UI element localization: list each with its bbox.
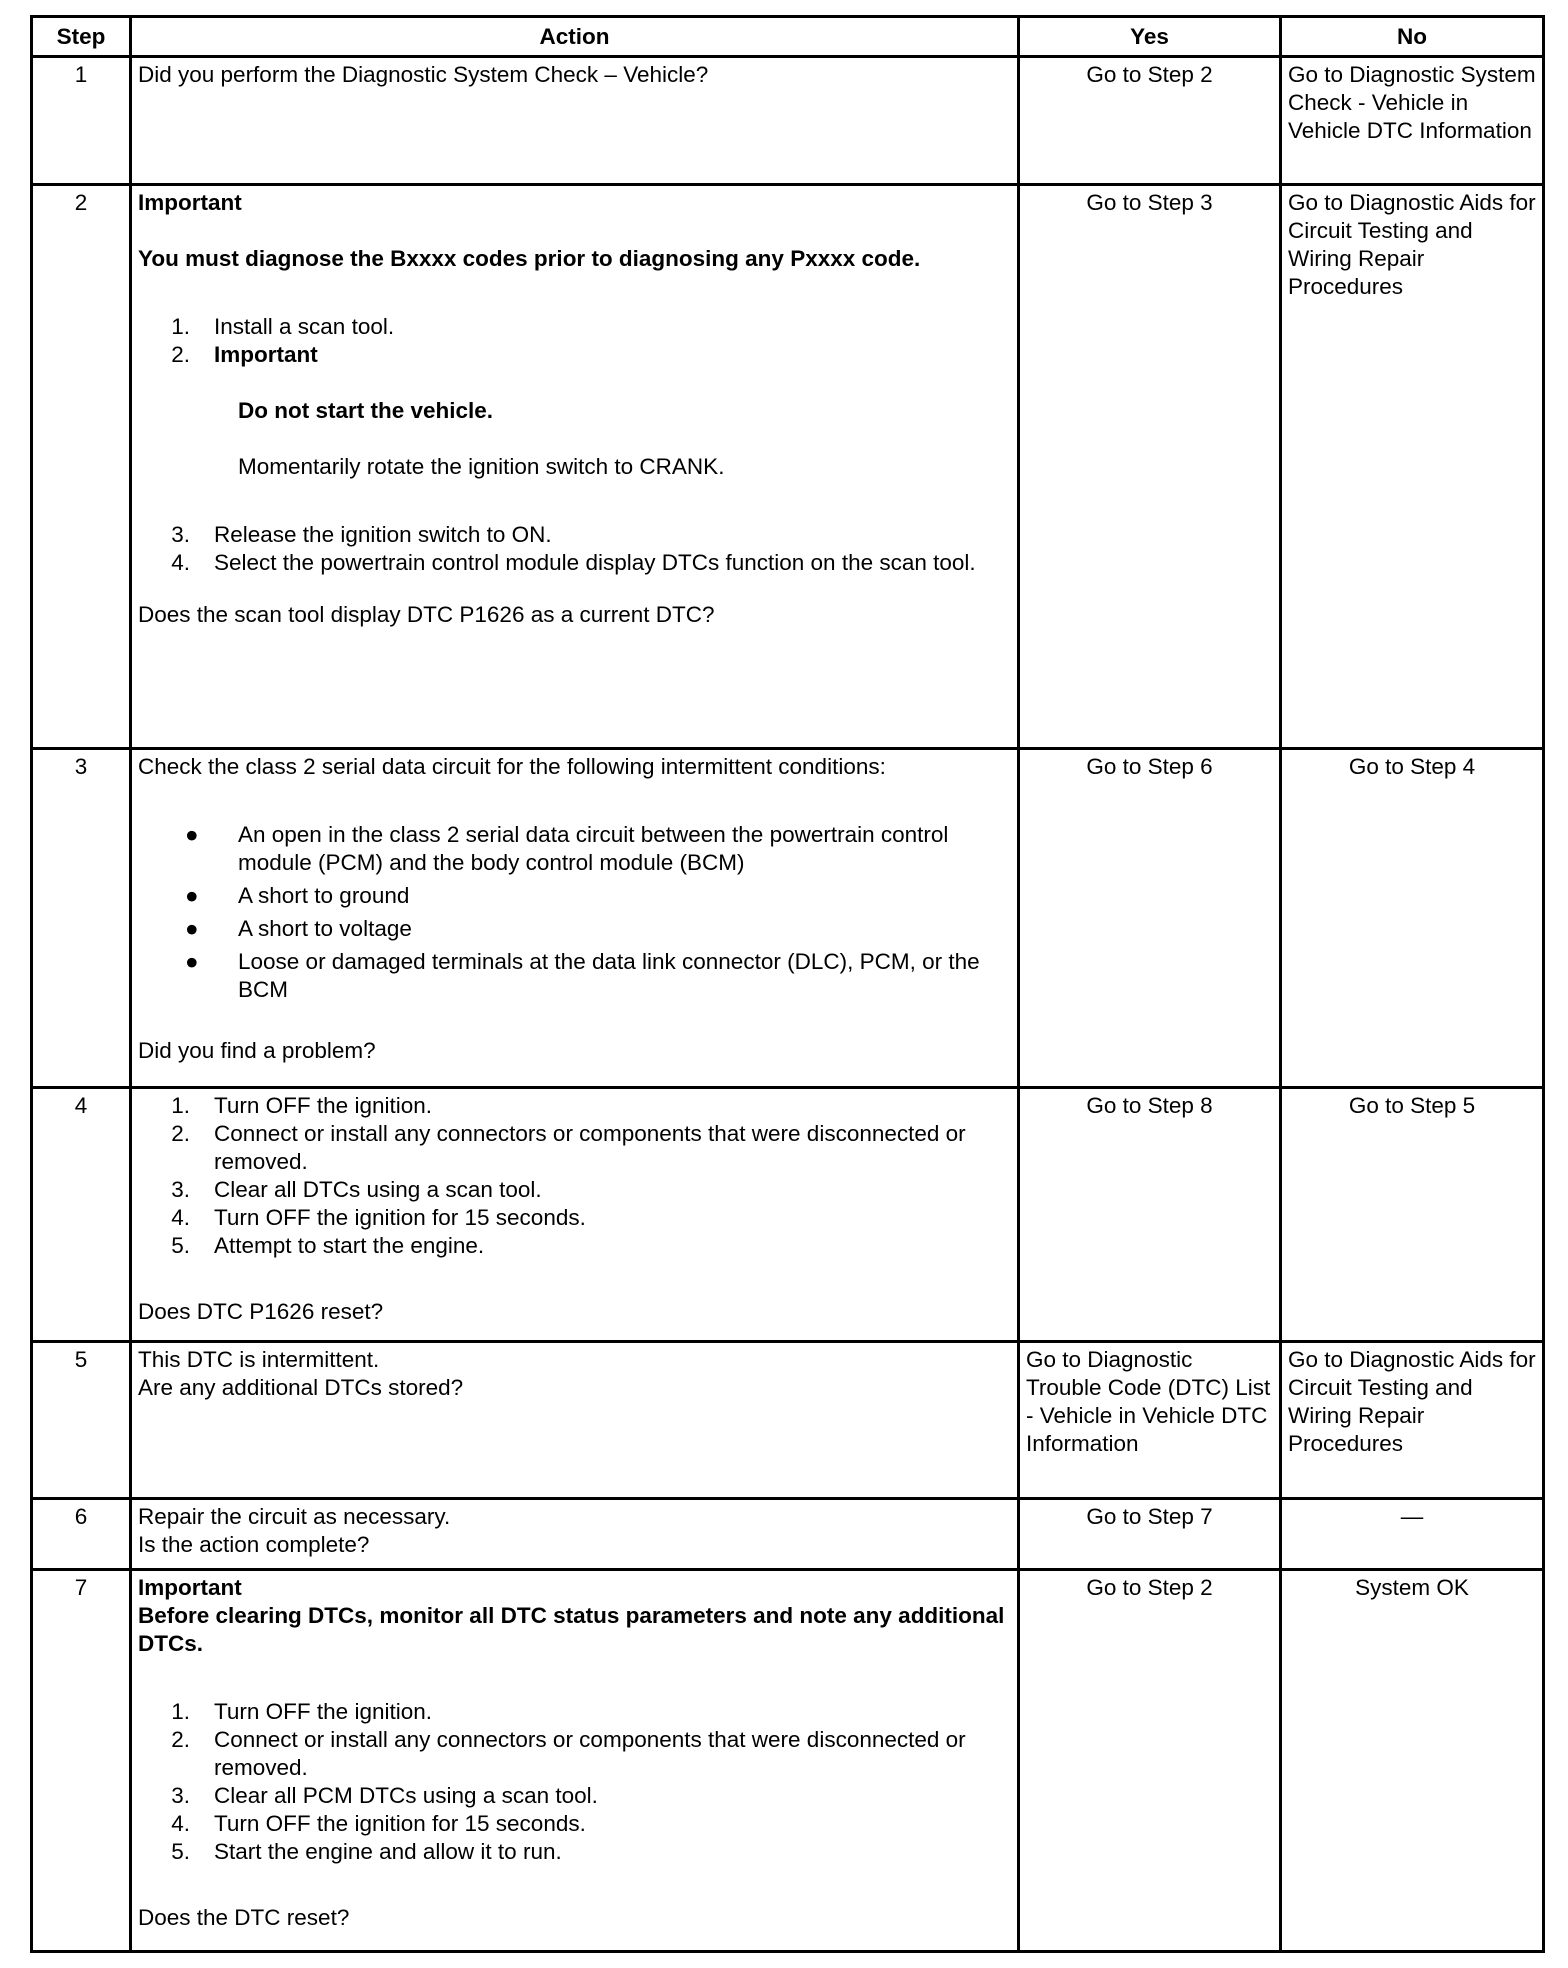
- statement-text: Repair the circuit as necessary.: [138, 1504, 451, 1529]
- sub-important-text: Do not start the vehicle.: [238, 398, 494, 423]
- action-cell: [131, 185, 1019, 749]
- table-row: [32, 1570, 1544, 1952]
- list-item: 4. Turn OFF the ignition for 15 seconds.: [171, 1205, 586, 1230]
- sub-instruction: Momentarily rotate the ignition switch to CRANK.: [238, 454, 725, 479]
- list-item: 1. Install a scan tool.: [171, 314, 395, 339]
- action-cell: [131, 749, 1019, 1088]
- procedure-list: [138, 1698, 1011, 1866]
- action-cell: [131, 1499, 1019, 1570]
- important-text: Before clearing DTCs, monitor all DTC status parameters and note any additional DTCs.: [138, 1603, 1005, 1656]
- header-no: No: [1281, 17, 1544, 57]
- question-text: Did you find a problem?: [138, 1038, 376, 1063]
- yes-cell: Go to Step 3: [1019, 185, 1281, 749]
- procedure-list-continued: [138, 521, 1011, 577]
- list-item: 3. Release the ignition switch to ON.: [171, 522, 552, 547]
- no-cell: Go to Step 5: [1281, 1088, 1544, 1342]
- procedure-list: [138, 313, 1011, 369]
- no-cell: —: [1281, 1499, 1544, 1570]
- step-number: 2: [32, 185, 131, 749]
- action-cell: [131, 57, 1019, 185]
- list-item: 2. Connect or install any connectors or components that were disconnected or removed.: [171, 1727, 966, 1780]
- procedure-list: [138, 1092, 1011, 1260]
- table-row: [32, 57, 1544, 185]
- list-item: 3. Clear all PCM DTCs using a scan tool.: [171, 1783, 598, 1808]
- list-item: 5. Start the engine and allow it to run.: [171, 1839, 562, 1864]
- important-heading: Important: [138, 1575, 242, 1600]
- list-item: 5. Attempt to start the engine.: [171, 1233, 485, 1258]
- step-number: 1: [32, 57, 131, 185]
- list-item: 4. Select the powertrain control module display DTCs function on the scan tool.: [171, 550, 976, 575]
- step-number: 4: [32, 1088, 131, 1342]
- intro-text: Check the class 2 serial data circuit for the following intermittent conditions:: [138, 754, 886, 779]
- table-row: [32, 1342, 1544, 1499]
- question-text: Is the action complete?: [138, 1532, 370, 1557]
- no-cell: Go to Diagnostic Aids for Circuit Testing and Wiring Repair Procedures: [1281, 1342, 1544, 1499]
- list-item: 2. Important: [171, 342, 318, 367]
- list-item: 2. Connect or install any connectors or components that were disconnected or removed.: [171, 1121, 966, 1174]
- important-heading: Important: [138, 190, 242, 215]
- action-cell: [131, 1088, 1019, 1342]
- table-row: [32, 1088, 1544, 1342]
- action-cell: [131, 1342, 1019, 1499]
- header-action: Action: [131, 17, 1019, 57]
- yes-cell: Go to Step 2: [1019, 1570, 1281, 1952]
- list-item: ● An open in the class 2 serial data circuit between the powertrain control module (PCM) and the body control module (BCM): [185, 822, 949, 875]
- question-text: Did you perform the Diagnostic System Check – Vehicle?: [138, 62, 709, 87]
- list-item: 4. Turn OFF the ignition for 15 seconds.: [171, 1811, 586, 1836]
- question-text: Does the scan tool display DTC P1626 as a current DTC?: [138, 602, 715, 627]
- yes-cell: Go to Diagnostic Trouble Code (DTC) List - Vehicle in Vehicle DTC Information: [1019, 1342, 1281, 1499]
- yes-cell: Go to Step 7: [1019, 1499, 1281, 1570]
- table-row: [32, 1499, 1544, 1570]
- condition-list: [138, 821, 1011, 1004]
- action-cell: [131, 1570, 1019, 1952]
- yes-cell: Go to Step 8: [1019, 1088, 1281, 1342]
- list-item: 1. Turn OFF the ignition.: [171, 1093, 433, 1118]
- diagnostic-document: [30, 15, 1542, 1953]
- question-text: Does the DTC reset?: [138, 1905, 350, 1930]
- question-text: Are any additional DTCs stored?: [138, 1375, 464, 1400]
- diagnostic-table: [30, 15, 1545, 1953]
- list-item: 3. Clear all DTCs using a scan tool.: [171, 1177, 542, 1202]
- yes-cell: Go to Step 6: [1019, 749, 1281, 1088]
- header-yes: Yes: [1019, 17, 1281, 57]
- table-row: [32, 185, 1544, 749]
- header-row: [32, 17, 1544, 57]
- no-cell: Go to Diagnostic System Check - Vehicle in Vehicle DTC Information: [1281, 57, 1544, 185]
- no-cell: Go to Step 4: [1281, 749, 1544, 1088]
- yes-cell: Go to Step 2: [1019, 57, 1281, 185]
- step-number: 7: [32, 1570, 131, 1952]
- list-item: ● A short to voltage: [185, 916, 412, 941]
- important-text: You must diagnose the Bxxxx codes prior to diagnosing any Pxxxx code.: [138, 246, 921, 271]
- step-number: 6: [32, 1499, 131, 1570]
- step-number: 5: [32, 1342, 131, 1499]
- question-text: Does DTC P1626 reset?: [138, 1299, 384, 1324]
- no-cell: System OK: [1281, 1570, 1544, 1952]
- list-item: 1. Turn OFF the ignition.: [171, 1699, 433, 1724]
- list-item: ● A short to ground: [185, 883, 410, 908]
- header-step: Step: [32, 17, 131, 57]
- statement-text: This DTC is intermittent.: [138, 1347, 380, 1372]
- no-cell: Go to Diagnostic Aids for Circuit Testing and Wiring Repair Procedures: [1281, 185, 1544, 749]
- step-number: 3: [32, 749, 131, 1088]
- list-item: ● Loose or damaged terminals at the data link connector (DLC), PCM, or the BCM: [185, 949, 980, 1002]
- table-row: [32, 749, 1544, 1088]
